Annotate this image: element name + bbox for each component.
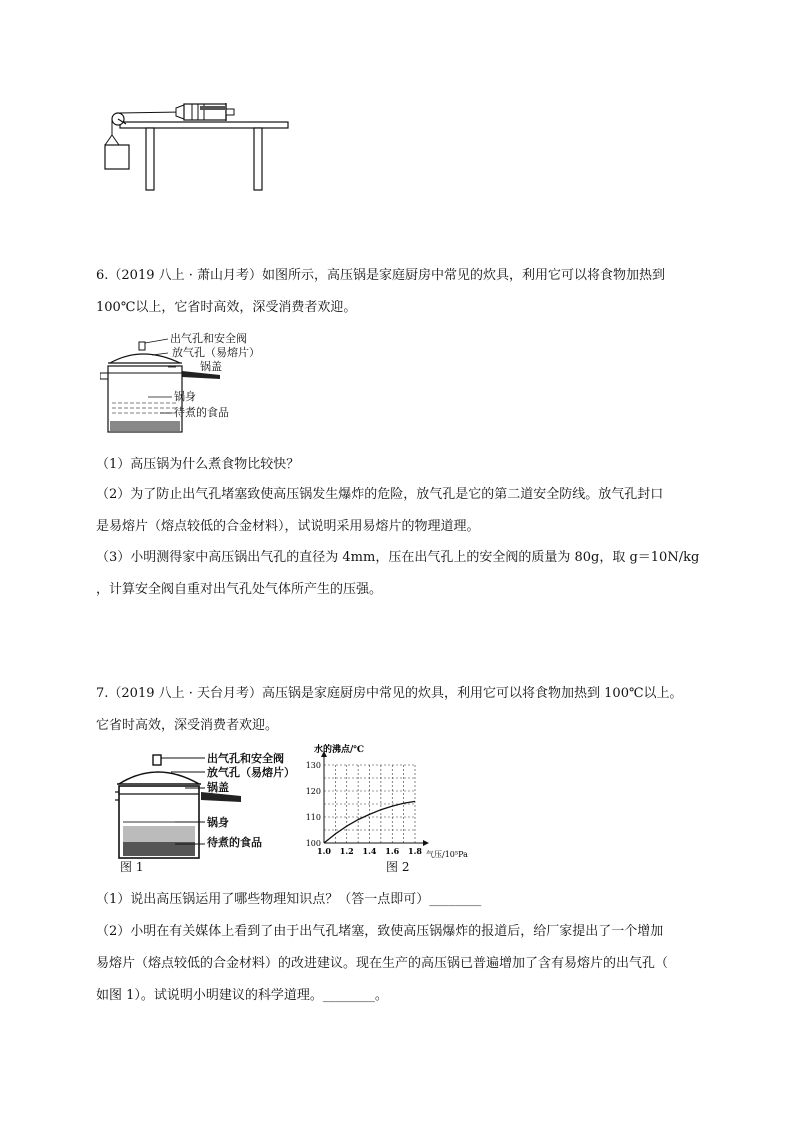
- x-tick-label: 1.4: [362, 846, 377, 856]
- q7-figure1-caption: 图 1: [120, 860, 144, 874]
- x-tick-label: 1.6: [385, 846, 400, 856]
- q7-label-lid: 锅盖: [207, 781, 229, 794]
- q6-sub2-line1: （2）为了防止出气孔堵塞致使高压锅发生爆炸的危险，放气孔是它的第二道安全防线。放气孔封口: [96, 487, 664, 502]
- q6-sub2-line2: 是易熔片（熔点较低的合金材料），试说明采用易熔片的物理道理。: [96, 519, 480, 534]
- q6-stem-line1: 6.（2019 八上 · 萧山月考）如图所示，高压锅是家庭厨房中常见的炊具，利用它可以将食物加热到: [96, 268, 666, 283]
- q6-label-vent-valve: 出气孔和安全阀: [170, 332, 247, 345]
- q6-label-lid: 锅盖: [200, 360, 222, 373]
- q6-sub3-line2: ，计算安全阀自重对出气孔处气体所产生的压强。: [96, 582, 383, 597]
- chart-xlabel: 气压/10⁵Pa: [426, 850, 468, 859]
- q6-sub3-line1: （3）小明测得家中高压锅出气孔的直径为 4mm，压在出气孔上的安全阀的质量为 80g，取 g＝10N/kg: [96, 550, 700, 565]
- q7-stem-line1: 7.（2019 八上 · 天台月考）高压锅是家庭厨房中常见的炊具，利用它可以将食物加热到 100℃以上。: [96, 686, 683, 701]
- y-tick-label: 110: [305, 813, 321, 822]
- q6-stem-line2: 100℃以上，它省时高效，深受消费者欢迎。: [96, 300, 357, 315]
- x-tick-label: 1.2: [339, 846, 354, 856]
- y-tick-label: 130: [305, 761, 321, 770]
- q7-sub2-line1: （2）小明在有关媒体上看到了由于出气孔堵塞，致使高压锅爆炸的报道后，给厂家提出了一个增加: [96, 924, 664, 939]
- q7-sub2-line2: 易熔片（熔点较低的合金材料）的改进建议。现在生产的高压锅已普遍增加了含有易熔片的出气孔（: [96, 956, 669, 971]
- q7-sub2-line3: 如图 1）。试说明小明建议的科学道理。________。: [96, 988, 388, 1003]
- pulley-table-figure: [100, 95, 300, 195]
- q6-label-body: 锅身: [174, 390, 196, 403]
- q6-label-release-hole: 放气孔（易熔片）: [172, 346, 260, 359]
- q6-pressure-cooker-figure: [100, 333, 300, 438]
- q7-label-release-hole: 放气孔（易熔片）: [207, 766, 295, 779]
- q7-label-vent-valve: 出气孔和安全阀: [207, 752, 284, 765]
- chart-ylabel: 水的沸点/℃: [314, 745, 365, 755]
- x-axis-arrow: [423, 840, 429, 846]
- q7-stem-line2: 它省时高效，深受消费者欢迎。: [96, 718, 279, 733]
- x-tick-label: 1.0: [317, 846, 331, 856]
- q6-sub1: （1）高压锅为什么煮食物比较快？: [96, 457, 300, 472]
- q7-figure2-caption: 图 2: [386, 860, 410, 874]
- boiling-point-chart: [300, 740, 480, 875]
- q7-sub1: （1）说出高压锅运用了哪些物理知识点？（答一点即可）________: [96, 892, 482, 907]
- q6-label-food: 待煮的食品: [174, 406, 229, 419]
- y-tick-label: 120: [305, 787, 321, 796]
- y-tick-label: 100: [305, 839, 321, 848]
- x-tick-label: 1.8: [408, 846, 422, 856]
- q7-label-food: 待煮的食品: [207, 836, 262, 849]
- q7-label-body: 锅身: [207, 816, 229, 829]
- q7-figure1: [115, 752, 295, 876]
